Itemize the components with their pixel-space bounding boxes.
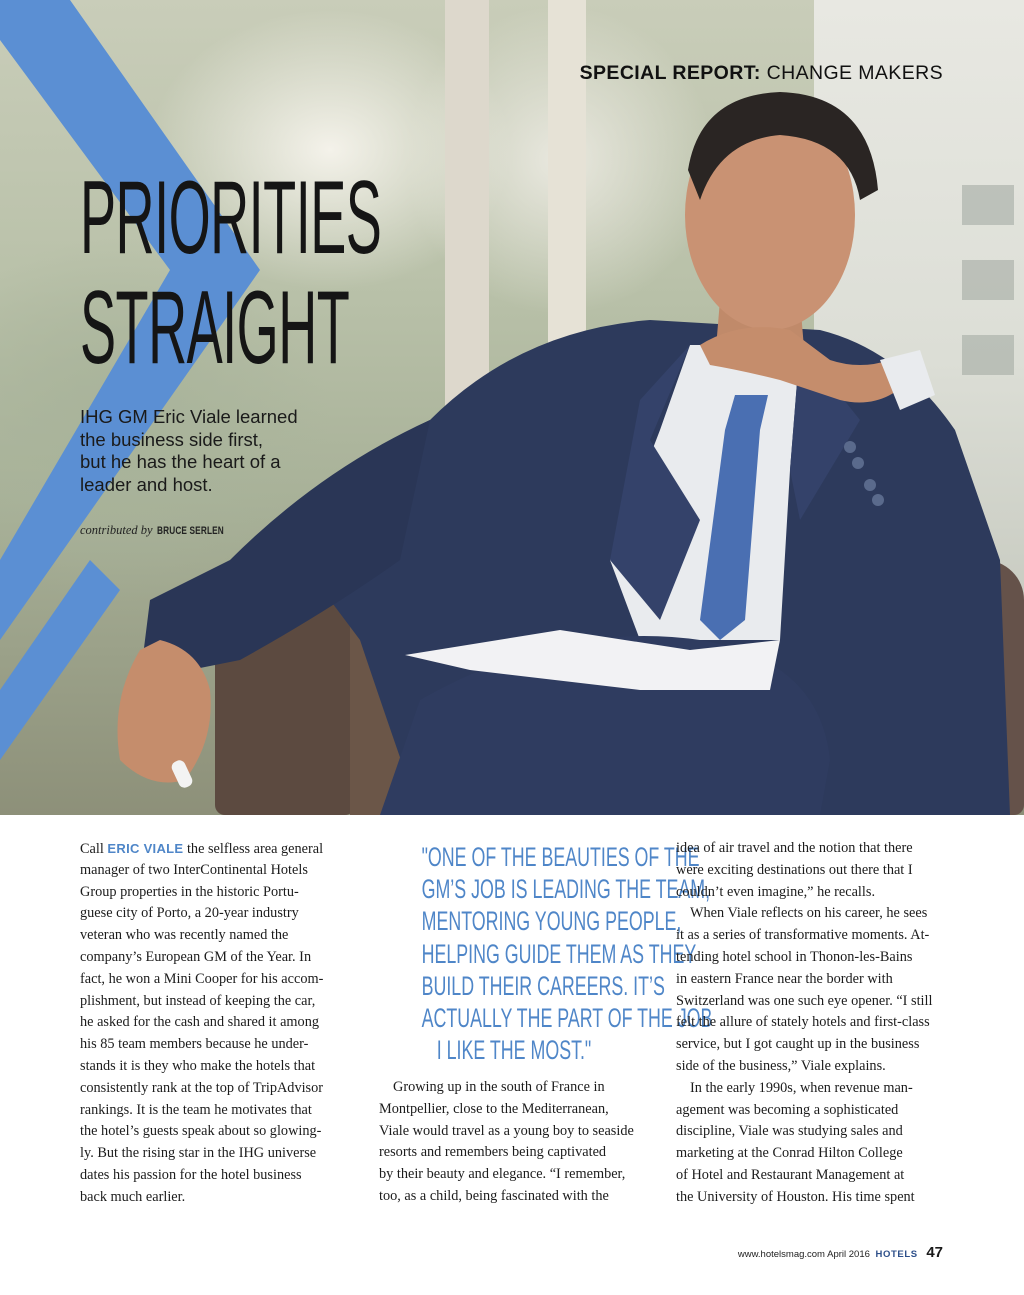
body-line: When Viale reflects on his career, he sees (690, 905, 928, 922)
pull-quote-line: GM’S JOB IS LEADING THE TEAM, (421, 874, 711, 905)
body-line: Viale would travel as a young boy to seaside (379, 1122, 634, 1139)
body-line: the University of Houston. His time spent (676, 1188, 915, 1205)
footer-issue: April 2016 (827, 1249, 870, 1260)
pull-quote-line: MENTORING YOUNG PEOPLE, (421, 906, 682, 937)
body-line: couldn’t even imagine,” he recalls. (676, 883, 876, 900)
body-line: manager of two InterContinental Hotels (80, 861, 308, 878)
body-line: he asked for the cash and shared it among (80, 1014, 319, 1031)
body-line: ly. But the rising star in the IHG universe (80, 1145, 317, 1162)
pull-quote-line: HELPING GUIDE THEM AS THEY (421, 938, 697, 969)
body-line: in eastern France near the border with (676, 970, 893, 987)
byline-prefix: contributed by (80, 523, 153, 537)
pull-quote-line: I LIKE THE MOST." (436, 1035, 592, 1066)
body-line: too, as a child, being fascinated with the (379, 1187, 609, 1204)
body-line: were exciting destinations out there that I (676, 861, 913, 878)
pull-quote-line: "ONE OF THE BEAUTIES OF THE (421, 842, 700, 872)
footer-brand: HOTELS (875, 1249, 918, 1260)
body-line: service, but I got caught up in the business (676, 1036, 920, 1053)
headline-line-1: PRIORITIES (80, 160, 382, 276)
body-line: stands it is they who make the hotels that (80, 1057, 316, 1074)
body-line (80, 838, 350, 860)
pull-quote (374, 841, 713, 1066)
body-line: resorts and remembers being captivated (379, 1144, 607, 1161)
deck-text: IHG GM Eric Viale learned the business side first, but he has the heart of a leader and host. (80, 406, 298, 495)
body-line: it as a series of transformative moments. At- (676, 927, 930, 944)
section-label (580, 62, 943, 85)
page-number: 47 (926, 1244, 943, 1261)
body-line: by their beauty and elegance. “I remember, (379, 1166, 626, 1183)
body-line: veteran who was recently named the (80, 927, 289, 944)
body-line: of Hotel and Restaurant Management at (676, 1166, 905, 1183)
body-line: idea of air travel and the notion that there (676, 840, 913, 856)
subject-name-tag: ERIC VIALE (107, 841, 184, 856)
body-line: marketing at the Conrad Hilton College (676, 1145, 903, 1162)
section-label-light: CHANGE MAKERS (760, 62, 943, 84)
body-column-3 (676, 838, 946, 1209)
body-line: tending hotel school in Thonon-les-Bains (676, 948, 913, 965)
body-line: guese city of Porto, a 20-year industry (80, 905, 299, 922)
body-line: In the early 1990s, when revenue man- (690, 1079, 913, 1096)
headline (80, 160, 382, 386)
footer-url: www.hotelsmag.com (737, 1249, 825, 1260)
body-column-1 (80, 838, 350, 1209)
body-column-2 (379, 1077, 649, 1208)
body-line-text: the selfless area general (183, 841, 324, 857)
pull-quote-line: BUILD THEIR CAREERS. IT’S (421, 970, 665, 1001)
headline-line-2: STRAIGHT (80, 270, 350, 386)
body-line: Group properties in the historic Portu- (80, 883, 299, 900)
lead-word: Call (80, 841, 104, 857)
body-line: side of the business,” Viale explains. (676, 1057, 886, 1074)
body-line: back much earlier. (80, 1188, 186, 1205)
section-label-bold: SPECIAL REPORT: (579, 62, 761, 84)
body-line: Switzerland was one such eye opener. “I still (676, 992, 933, 1009)
pull-quote-line: ACTUALLY THE PART OF THE JOB (421, 1002, 713, 1033)
body-line: agement was becoming a sophisticated (676, 1101, 899, 1118)
body-line: dates his passion for the hotel business (80, 1166, 302, 1183)
body-line: discipline, Viale was studying sales and (676, 1123, 903, 1140)
body-line: Growing up in the south of France in (393, 1079, 605, 1095)
body-line: plishment, but instead of keeping the car, (80, 992, 316, 1009)
body-line: fact, he won a Mini Cooper for his accom- (80, 970, 324, 987)
byline-author: BRUCE SERLEN (156, 525, 224, 537)
body-line: consistently rank at the top of TripAdvisor (80, 1079, 324, 1096)
body-line: his 85 team members because he under- (80, 1036, 309, 1053)
byline (80, 523, 246, 538)
page-footer (738, 1244, 943, 1261)
body-line: felt the allure of stately hotels and first-class (676, 1014, 930, 1031)
body-line: rankings. It is the team he motivates that (80, 1101, 312, 1118)
body-line: the hotel’s guests speak about so glowing- (80, 1123, 322, 1140)
body-line: company’s European GM of the Year. In (80, 948, 312, 965)
body-line: Montpellier, close to the Mediterranean, (379, 1100, 609, 1117)
